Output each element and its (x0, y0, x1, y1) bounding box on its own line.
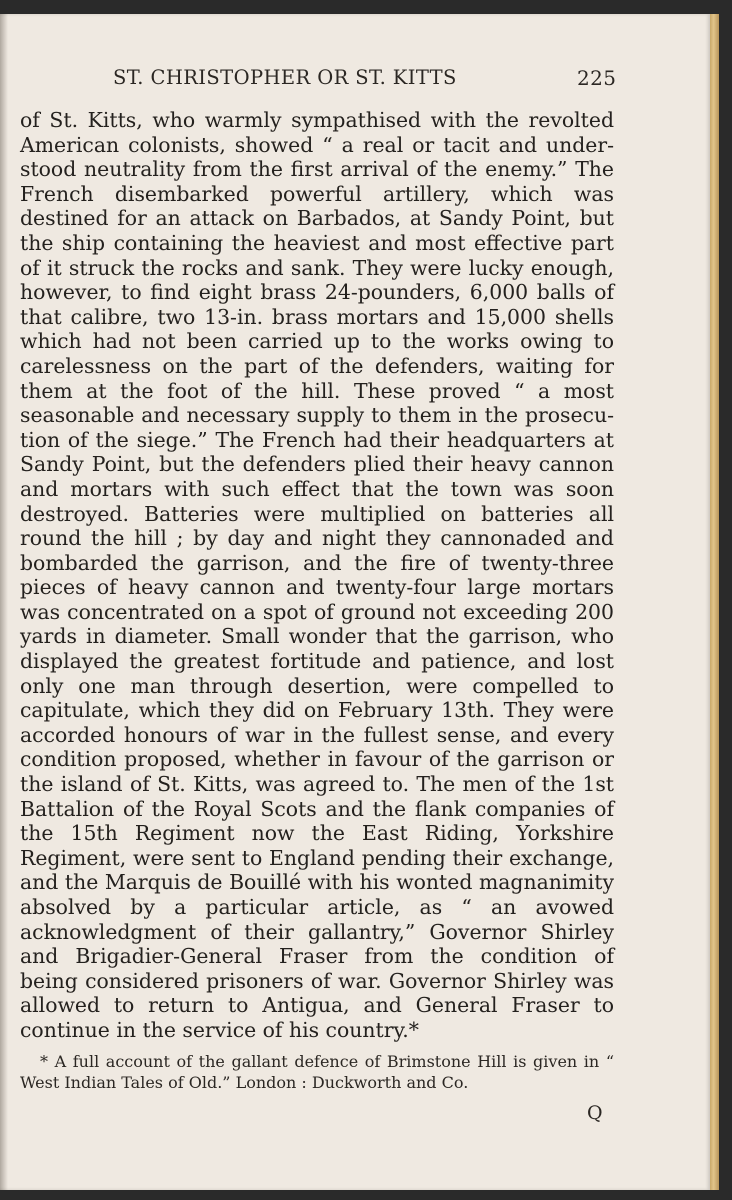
footnote-text: * A full account of the gallant defence of Brimstone Hill is given in “ West Indian Tales of Old.” London : Duckworth and Co. (20, 1052, 614, 1092)
spine-shadow (0, 14, 8, 1190)
signature-mark: Q (587, 1102, 603, 1124)
page-edge (710, 14, 719, 1190)
footnote (20, 1052, 614, 1093)
body-paragraph: of St. Kitts, who warmly sympathised with the revolted American colonists, showed “ a real or tacit and understood neutrality from the first arrival of the enemy.” The French disembarked powerful artillery, which was destined for an attack on Barbados, at Sandy Point, but the ship containing the heaviest and most effective part of it struck the rocks and sank. They were lucky enough, however, to find eight brass 24-pounders, 6,000 balls of that calibre, two 13-in. brass mortars and 15,000 shells which had not been carried up to the works owing to carelessness on the part of the defenders, waiting for them at the foot of the hill. These proved “ a most seasonable and necessary supply to them in the prosecution of the siege.” The French had their headquarters at Sandy Point, but the defenders plied their heavy cannon and mortars with such effect that the town was soon destroyed. Batteries were multiplied on batteries all round the hill ; by day and night they cannonaded and bombarded the garrison, and the fire of twenty-three pieces of heavy cannon and twenty-four large mortars was concentrated on a spot of ground not exceeding 200 yards in diameter. Small wonder that the garrison, who displayed the greatest fortitude and patience, and lost only one man through desertion, were compelled to capitulate, which they did on February 13th. They were accorded honours of war in the fullest sense, and every condition proposed, whether in favour of the garrison or the island of St. Kitts, was agreed to. The men of the 1st Battalion of the Royal Scots and the flank companies of the 15th Regiment now the East Riding, Yorkshire Regiment, were sent to England pending their exchange, and the Marquis de Bouillé with his wonted magnanimity absolved by a particular article, as “ an avowed acknowledgment of their gallantry,” Governor Shirley and Brigadier-General Fraser from the condition of being considered prisoners of war. Governor Shirley was allowed to return to Antigua, and General Fraser to continue in the service of his country.* (20, 108, 614, 1042)
page-header (0, 56, 710, 96)
page-number: 225 (577, 66, 617, 90)
body-text (20, 108, 614, 1043)
running-head: ST. CHRISTOPHER OR ST. KITTS (113, 66, 457, 89)
